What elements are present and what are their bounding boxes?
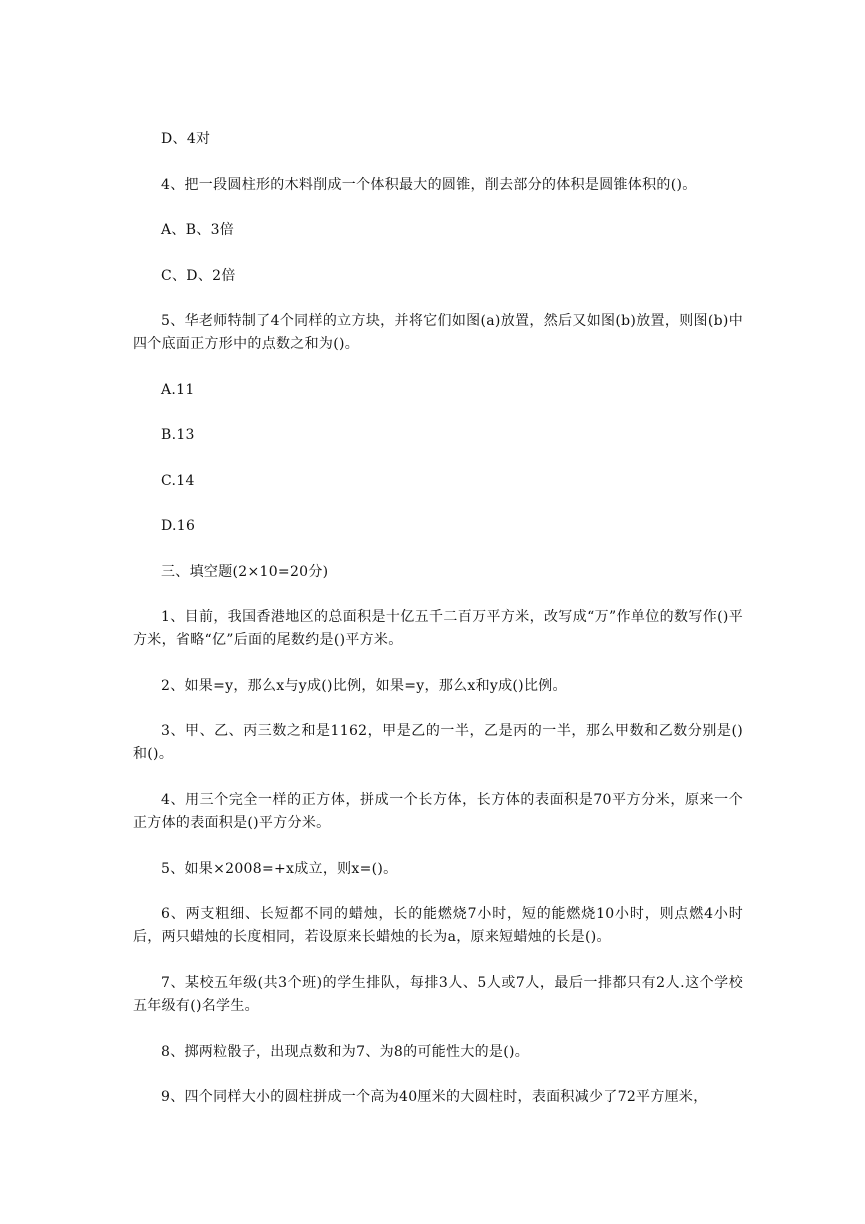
section-3-heading: 三、填空题(2×10=20分)	[161, 564, 329, 580]
question-5-cubes: 5、华老师特制了4个同样的立方块，并将它们如图(a)放置，然后又如图(b)放置，则图(b)中四个底面正方形中的点数之和为()。	[133, 313, 743, 352]
fill-question-6: 6、两支粗细、长短都不同的蜡烛，长的能燃烧7小时，短的能燃烧10小时，则点燃4小时后，两只蜡烛的长度相同，若设原来长蜡烛的长为a，原来短蜡烛的长是()。	[133, 906, 743, 945]
fill-question-7: 7、某校五年级(共3个班)的学生排队，每排3人、5人或7人，最后一排都只有2人.这个学校五年级有()名学生。	[133, 975, 743, 1014]
question-4-cone: 4、把一段圆柱形的木料削成一个体积最大的圆锥，削去部分的体积是圆锥体积的()。	[161, 177, 697, 193]
options-a-b: A、B、3倍	[161, 222, 235, 238]
fill-question-3: 3、甲、乙、丙三数之和是1162，甲是乙的一半，乙是丙的一半，那么甲数和乙数分别是()和()。	[133, 723, 743, 762]
fill-question-4: 4、用三个完全一样的正方体，拼成一个长方体，长方体的表面积是70平方分米，原来一个正方体的表面积是()平方分米。	[133, 792, 743, 831]
option-d-4-pairs: D、4对	[161, 131, 211, 147]
option-b-13: B.13	[161, 427, 195, 443]
fill-question-5: 5、如果×2008=+x成立，则x=()。	[161, 861, 398, 877]
option-d-16: D.16	[161, 518, 196, 534]
option-a-11: A.11	[161, 382, 195, 398]
fill-question-9: 9、四个同样大小的圆柱拼成一个高为40厘米的大圆柱时，表面积减少了72平方厘米，	[161, 1089, 708, 1105]
fill-question-1: 1、目前，我国香港地区的总面积是十亿五千二百万平方米，改写成“万”作单位的数写作()平方米，省略“亿”后面的尾数约是()平方米。	[133, 609, 743, 648]
option-c-14: C.14	[161, 473, 195, 489]
options-c-d: C、D、2倍	[161, 268, 236, 284]
fill-question-2: 2、如果=y，那么x与y成()比例，如果=y，那么x和y成()比例。	[161, 678, 567, 694]
fill-question-8: 8、掷两粒骰子，出现点数和为7、为8的可能性大的是()。	[161, 1044, 530, 1060]
